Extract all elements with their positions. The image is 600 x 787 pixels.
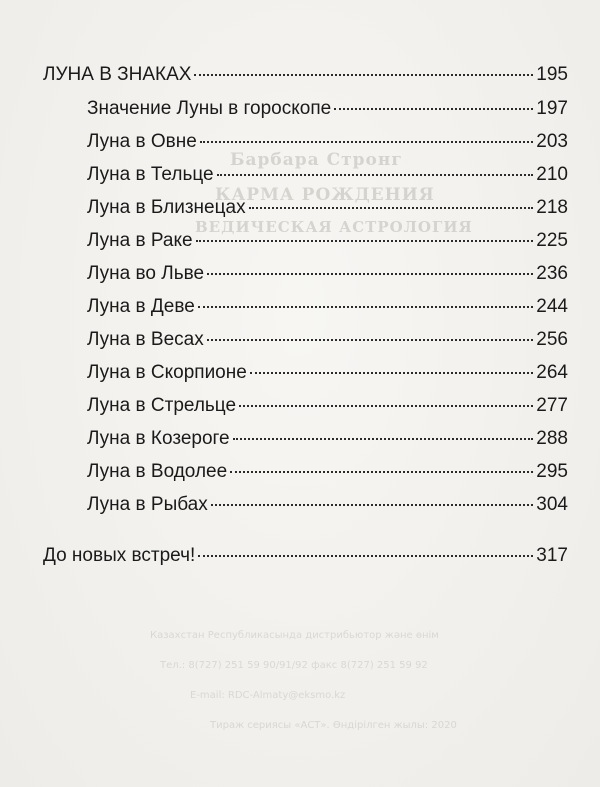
dot-leader [250,372,533,374]
dot-leader [249,207,534,209]
show-through-text: Тел.: 8(727) 251 59 90/91/92 факс 8(727) 251 59 92 [160,660,428,671]
toc-page-number: 264 [536,362,568,383]
toc-entry-label: Луна в Скорпионе [87,362,247,383]
toc-entry[interactable] [87,164,568,186]
toc-page-number: 203 [536,131,568,152]
toc-entry-label: Луна в Стрельце [87,395,237,416]
toc-entry[interactable] [87,230,568,252]
toc-page-number: 288 [536,428,568,449]
toc-page-number: 256 [536,329,568,350]
toc-page-number: 218 [536,197,568,218]
toc-entry[interactable] [87,131,568,153]
toc-page-number: 304 [536,494,568,515]
show-through-text: КАРМА РОЖДЕНИЯ [215,185,435,205]
dot-leader [211,504,534,506]
toc-page-number: 225 [536,230,568,251]
dot-leader [217,174,534,176]
dot-leader [207,273,533,275]
dot-leader [233,438,534,440]
toc-entry-label: Луна в Весах [87,329,204,350]
toc-entry[interactable] [87,197,568,219]
toc-entry[interactable] [87,296,568,318]
toc-page-number: 210 [536,164,568,185]
toc-entry-label: До новых встреч! [43,545,196,566]
toc-entry-label: Луна в Деве [87,296,195,317]
toc-final-entry[interactable] [43,545,568,567]
toc-entry-label: Луна в Водолее [87,461,228,482]
toc-entry[interactable] [87,461,568,483]
toc-entry[interactable] [87,428,568,450]
dot-leader [194,74,533,76]
toc-section-entry[interactable] [43,64,568,86]
toc-entry-label: Луна в Раке [87,230,193,251]
toc-entry[interactable] [87,362,568,384]
show-through-text: Барбара Стронг [230,150,403,170]
toc-page-number: 244 [536,296,568,317]
toc-entry-label: Луна в Близнецах [87,197,246,218]
dot-leader [334,108,533,110]
dot-leader [200,141,533,143]
toc-entry[interactable] [87,98,568,120]
toc-page-number: 295 [536,461,568,482]
toc-page-number: 317 [536,545,568,566]
toc-entry-label: Значение Луны в гороскопе [87,98,332,119]
toc-entry[interactable] [87,263,568,285]
show-through-text: Тираж сериясы «АСТ». Өндірілген жылы: 2020 [210,720,457,731]
toc-entry-label: Луна в Козероге [87,428,230,449]
dot-leader [196,240,534,242]
toc-entry-label: Луна в Рыбах [87,494,208,515]
toc-entry-label: Луна в Тельце [87,164,214,185]
toc-page-number: 277 [536,395,568,416]
toc-entry-label: ЛУНА В ЗНАКАХ [43,64,192,85]
dot-leader [207,339,534,341]
show-through-text: E-mail: RDC-Almaty@eksmo.kz [190,690,346,701]
show-through-text: Казахстан Республикасында дистрибьютор және өнім [150,630,439,641]
show-through-text: ВЕДИЧЕСКАЯ АСТРОЛОГИЯ [195,218,473,236]
toc-entry-label: Луна в Овне [87,131,197,152]
toc-entry[interactable] [87,329,568,351]
dot-leader [239,405,533,407]
dot-leader [230,471,533,473]
toc-entry[interactable] [87,395,568,417]
toc-entry-label: Луна во Льве [87,263,205,284]
toc-entry[interactable] [87,494,568,516]
dot-leader [198,555,533,557]
dot-leader [198,306,534,308]
toc-page-number: 195 [536,64,568,85]
toc-page-number: 197 [536,98,568,119]
toc-page-number: 236 [536,263,568,284]
